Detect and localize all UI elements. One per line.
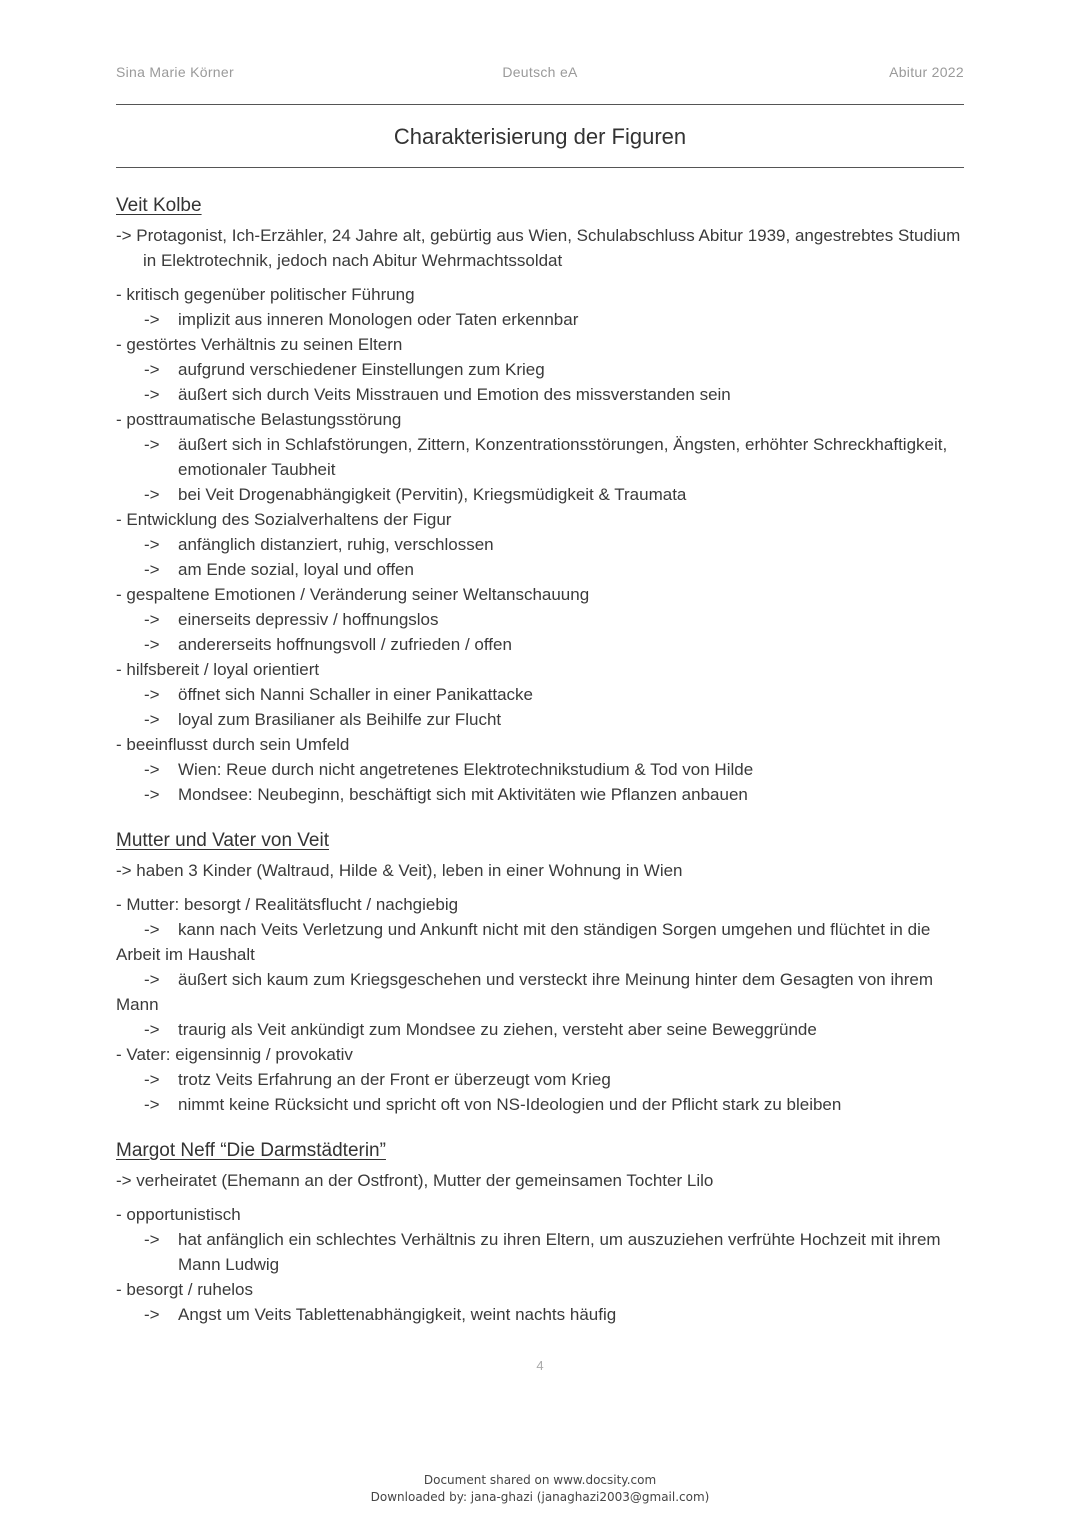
sub-item: [116, 382, 964, 407]
footer-shared[interactable]: Document shared on www.docsity.com: [423, 1473, 657, 1487]
sub-item-text: hat anfänglich ein schlechtes Verhältnis zu ihren Eltern, um auszuziehen verfrühte Hochzeit mit ihrem Mann Ludwig: [178, 1230, 941, 1274]
footer-downloaded: Downloaded by: jana-ghazi (janaghazi2003@gmail.com): [370, 1490, 710, 1504]
section-intro: -> Protagonist, Ich-Erzähler, 24 Jahre alt, gebürtig aus Wien, Schulabschluss Abitur 1939, angestrebtes Studium in Elektrotechnik, jedoch nach Abitur Wehrmachtssoldat: [116, 226, 961, 270]
sub-item-text: am Ende sozial, loyal und offen: [178, 560, 414, 579]
section-heading: Veit Kolbe: [116, 195, 202, 216]
arrow-icon: ->: [144, 1230, 160, 1249]
arrow-icon: ->: [144, 535, 160, 554]
sub-item-text: anfänglich distanziert, ruhig, verschlossen: [178, 535, 494, 554]
sub-item-text: loyal zum Brasilianer als Beihilfe zur Flucht: [178, 710, 502, 729]
title-rule: [116, 167, 964, 168]
sub-item: [116, 632, 964, 657]
sub-item: [116, 707, 964, 732]
sub-item: [116, 357, 964, 382]
sub-item: [116, 607, 964, 632]
sub-item-text: kann nach Veits Verletzung und Ankunft nicht mit den ständigen Sorgen umgehen und flüchtet in die Arbeit im Haushalt: [116, 920, 931, 964]
header-rule: [116, 104, 964, 105]
section-0: [116, 192, 964, 807]
sub-item-text: aufgrund verschiedener Einstellungen zum Krieg: [178, 360, 545, 379]
list-item: - besorgt / ruhelos: [116, 1280, 254, 1299]
list-item: - beeinflusst durch sein Umfeld: [116, 735, 350, 754]
arrow-icon: ->: [144, 560, 160, 579]
list-item: - gespaltene Emotionen / Veränderung seiner Weltanschauung: [116, 585, 590, 604]
section-heading: Mutter und Vater von Veit: [116, 830, 329, 851]
sub-item-text: einerseits depressiv / hoffnungslos: [178, 610, 439, 629]
sub-item-text: implizit aus inneren Monologen oder Taten erkennbar: [178, 310, 579, 329]
sub-item-text: bei Veit Drogenabhängigkeit (Pervitin), Kriegsmüdigkeit & Traumata: [178, 485, 687, 504]
sub-item: [116, 1017, 964, 1042]
document-body: [116, 192, 964, 1347]
sub-item: [116, 917, 964, 967]
section-2: [116, 1137, 964, 1327]
arrow-icon: ->: [144, 685, 160, 704]
sub-item-text: Mondsee: Neubeginn, beschäftigt sich mit Aktivitäten wie Pflanzen anbauen: [178, 785, 748, 804]
footer: [0, 1472, 1080, 1506]
sub-item-text: traurig als Veit ankündigt zum Mondsee zu ziehen, versteht aber seine Beweggründe: [178, 1020, 817, 1039]
sub-item: [116, 532, 964, 557]
sub-item-text: nimmt keine Rücksicht und spricht oft von NS-Ideologien und der Pflicht stark zu bleiben: [178, 1095, 842, 1114]
sub-item: [116, 967, 964, 1017]
sub-item-text: Angst um Veits Tablettenabhängigkeit, weint nachts häufig: [178, 1305, 617, 1324]
list-item: - posttraumatische Belastungsstörung: [116, 410, 402, 429]
header-subject: Deutsch eA: [502, 64, 578, 80]
arrow-icon: ->: [144, 970, 160, 989]
sub-item: [116, 557, 964, 582]
sub-item: [116, 1067, 964, 1092]
arrow-icon: ->: [144, 760, 160, 779]
list-item: - opportunistisch: [116, 1205, 241, 1224]
arrow-icon: ->: [144, 360, 160, 379]
section-heading: Margot Neff “Die Darmstädterin”: [116, 1140, 386, 1161]
section-intro: -> haben 3 Kinder (Waltraud, Hilde & Veit), leben in einer Wohnung in Wien: [116, 861, 683, 880]
arrow-icon: ->: [144, 485, 160, 504]
arrow-icon: ->: [144, 1305, 160, 1324]
arrow-icon: ->: [144, 385, 160, 404]
arrow-icon: ->: [144, 920, 160, 939]
arrow-icon: ->: [144, 785, 160, 804]
page-number: 4: [536, 1358, 544, 1373]
list-item: - kritisch gegenüber politischer Führung: [116, 285, 415, 304]
arrow-icon: ->: [144, 1020, 160, 1039]
section-1: [116, 827, 964, 1117]
sub-item: [116, 482, 964, 507]
sub-item: [116, 682, 964, 707]
arrow-icon: ->: [144, 710, 160, 729]
arrow-icon: ->: [144, 635, 160, 654]
header-exam: Abitur 2022: [889, 64, 964, 80]
sub-item: [116, 1227, 964, 1277]
section-intro: -> verheiratet (Ehemann an der Ostfront), Mutter der gemeinsamen Tochter Lilo: [116, 1171, 714, 1190]
sub-item-text: äußert sich in Schlafstörungen, Zittern, Konzentrationsstörungen, Ängsten, erhöhter Schreckhaftigkeit, emotionaler Taubheit: [178, 435, 948, 479]
sub-item: [116, 307, 964, 332]
sub-item-text: trotz Veits Erfahrung an der Front er überzeugt vom Krieg: [178, 1070, 611, 1089]
list-item: - Vater: eigensinnig / provokativ: [116, 1045, 353, 1064]
list-item: - hilfsbereit / loyal orientiert: [116, 660, 320, 679]
header-author: Sina Marie Körner: [116, 64, 234, 80]
list-item: - Entwicklung des Sozialverhaltens der Figur: [116, 510, 452, 529]
arrow-icon: ->: [144, 310, 160, 329]
sub-item-text: andererseits hoffnungsvoll / zufrieden / offen: [178, 635, 512, 654]
list-item: - Mutter: besorgt / Realitätsflucht / nachgiebig: [116, 895, 459, 914]
sub-item-text: Wien: Reue durch nicht angetretenes Elektrotechnikstudium & Tod von Hilde: [178, 760, 754, 779]
sub-item-text: öffnet sich Nanni Schaller in einer Panikattacke: [178, 685, 533, 704]
sub-item: [116, 757, 964, 782]
sub-item-text: äußert sich kaum zum Kriegsgeschehen und versteckt ihre Meinung hinter dem Gesagten von ihrem Mann: [116, 970, 933, 1014]
arrow-icon: ->: [144, 610, 160, 629]
sub-item-text: äußert sich durch Veits Misstrauen und Emotion des missverstanden sein: [178, 385, 731, 404]
list-item: - gestörtes Verhältnis zu seinen Eltern: [116, 335, 403, 354]
sub-item: [116, 1302, 964, 1327]
arrow-icon: ->: [144, 1095, 160, 1114]
sub-item: [116, 1092, 964, 1117]
sub-item: [116, 432, 964, 482]
arrow-icon: ->: [144, 1070, 160, 1089]
sub-item: [116, 782, 964, 807]
page-title: Charakterisierung der Figuren: [393, 124, 687, 149]
arrow-icon: ->: [144, 435, 160, 454]
